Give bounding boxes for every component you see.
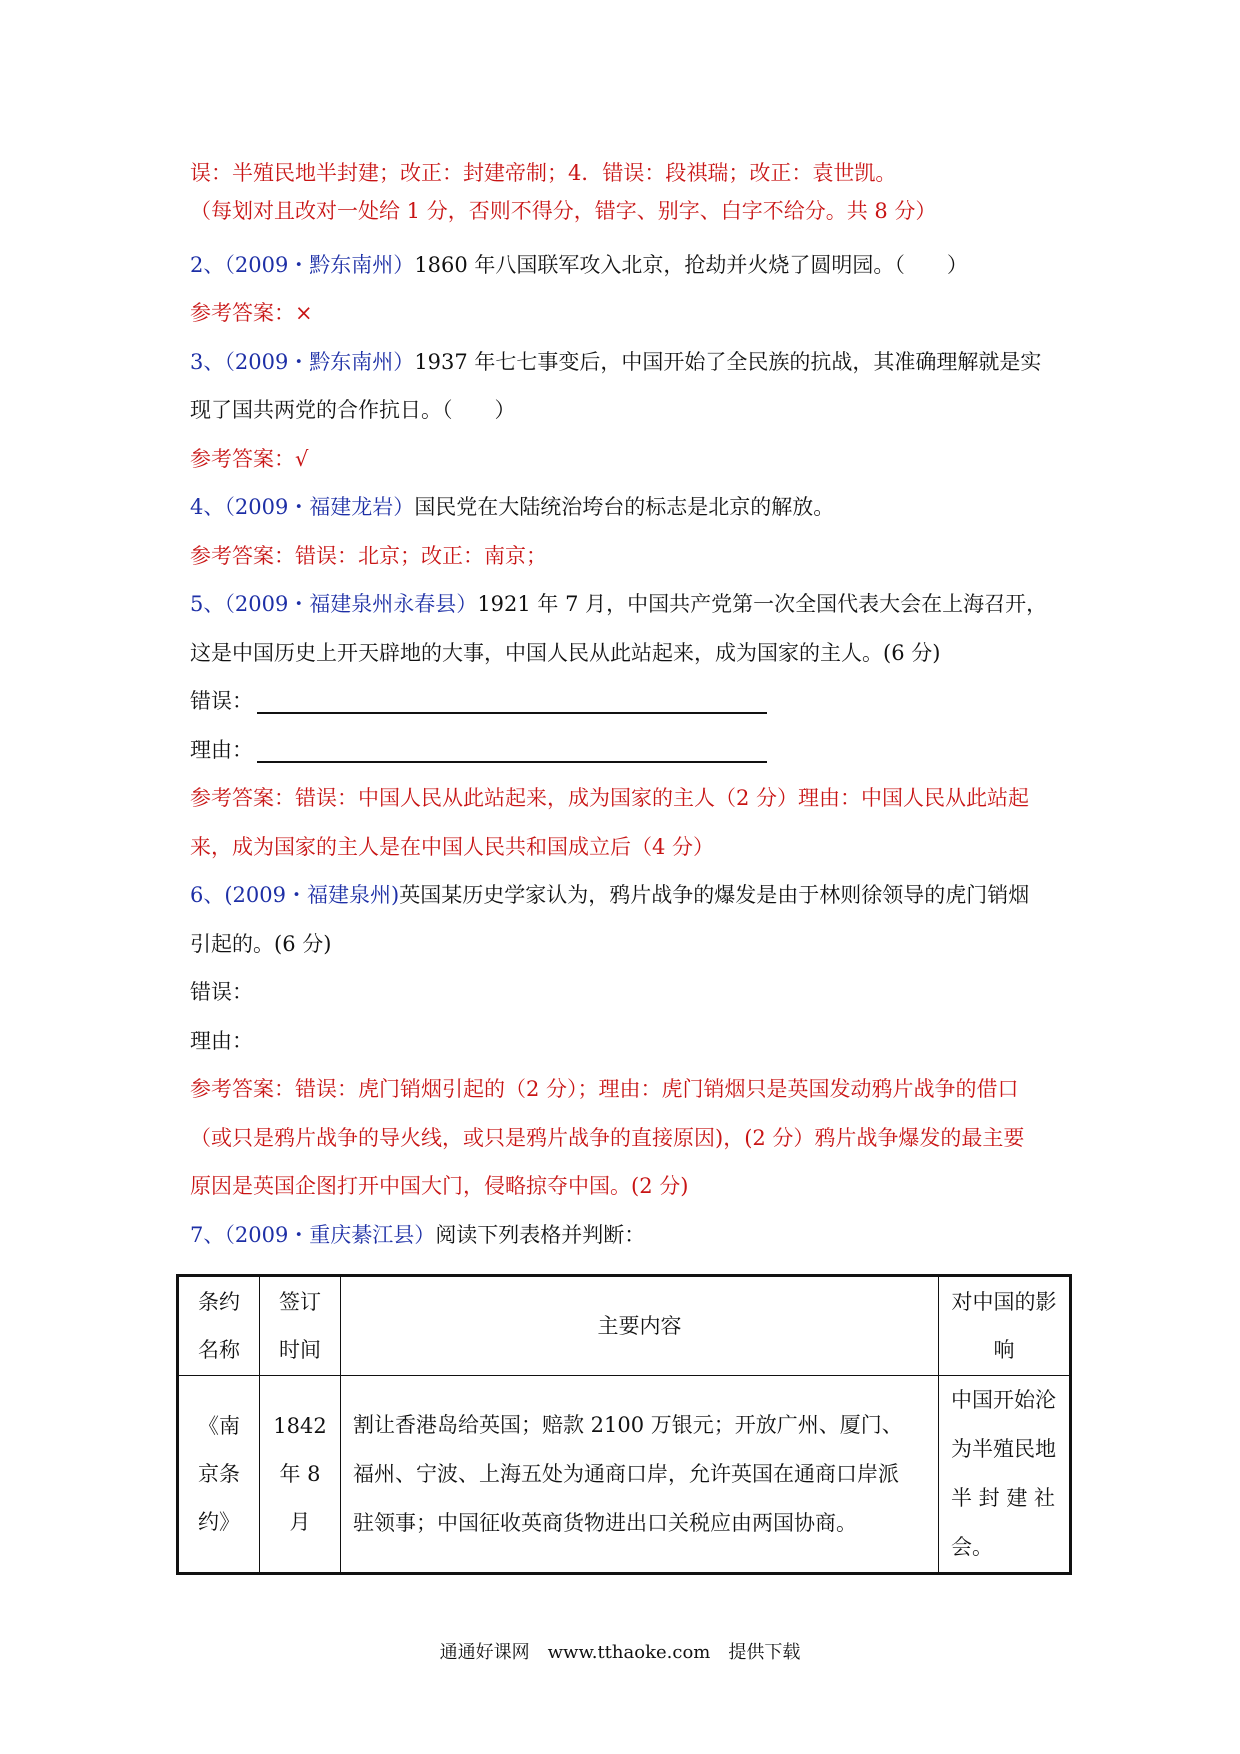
cell-main-content: 割让香港岛给英国；赔款 2100 万银元；开放广州、厦门、 福州、宁波、上海五处为通商口岸，允许英国在通商口岸派 驻领事；中国征收英商货物进出口关税应由两国协商。 bbox=[341, 1376, 939, 1574]
question-5-reason-row bbox=[190, 737, 767, 763]
question-4-source: 4、（2009・福建龙岩） bbox=[190, 495, 415, 519]
question-3-source: 3、（2009・黔东南州） bbox=[190, 350, 415, 374]
question-5-source: 5、（2009・福建泉州永春县） bbox=[190, 592, 478, 616]
question-5-reason-label: 理由： bbox=[190, 738, 253, 762]
question-6-text: 英国某历史学家认为，鸦片战争的爆发是由于林则徐领导的虎门销烟 bbox=[399, 883, 1030, 907]
answer-5-line-1: 参考答案：错误：中国人民从此站起来，成为国家的主人（2 分）理由：中国人民从此站起 bbox=[190, 786, 1030, 810]
question-7-text: 阅读下列表格并判断： bbox=[435, 1223, 646, 1247]
header-impact: 对中国的影 响 bbox=[939, 1276, 1071, 1376]
question-5-text-cont: 这是中国历史上开天辟地的大事，中国人民从此站起来，成为国家的主人。(6 分) bbox=[190, 641, 941, 665]
answer-line-2: （每划对且改对一处给 1 分，否则不得分，错字、别字、白字不给分。共 8 分） bbox=[190, 199, 937, 223]
question-4-text: 国民党在大陆统治垮台的标志是北京的解放。 bbox=[414, 495, 835, 519]
question-5-text: 1921 年 7 月，中国共产党第一次全国代表大会在上海召开， bbox=[477, 592, 1048, 616]
answer-2: 参考答案：× bbox=[190, 301, 313, 325]
question-6-source: 6、(2009・福建泉州) bbox=[190, 883, 400, 907]
table-row bbox=[178, 1376, 1071, 1574]
question-5-error-label: 错误： bbox=[190, 689, 253, 713]
question-6 bbox=[190, 882, 1029, 908]
answer-4: 参考答案：错误：北京；改正：南京； bbox=[190, 544, 547, 568]
question-5-error-blank[interactable] bbox=[257, 694, 767, 714]
header-sign-date: 签订 时间 bbox=[260, 1276, 341, 1376]
answer-6-line-3: 原因是英国企图打开中国大门，侵略掠夺中国。(2 分) bbox=[190, 1174, 689, 1198]
question-6-error-label: 错误： bbox=[190, 980, 253, 1004]
question-5 bbox=[190, 591, 1047, 617]
question-3 bbox=[190, 349, 1041, 375]
question-5-error-row bbox=[190, 688, 767, 714]
question-5-reason-blank[interactable] bbox=[257, 743, 767, 763]
header-treaty-name: 条约 名称 bbox=[178, 1276, 260, 1376]
cell-impact: 中国开始沦 为半殖民地 半 封 建 社 会。 bbox=[939, 1376, 1071, 1574]
question-6-reason-label: 理由： bbox=[190, 1029, 253, 1053]
question-2-source: 2、（2009・黔东南州） bbox=[190, 253, 415, 277]
header-main-content: 主要内容 bbox=[341, 1276, 939, 1376]
question-6-text-cont: 引起的。(6 分) bbox=[190, 932, 332, 956]
cell-sign-date: 1842 年 8 月 bbox=[260, 1376, 341, 1574]
question-2-text: 1860 年八国联军攻入北京，抢劫并火烧了圆明园。（ ） bbox=[414, 253, 968, 277]
answer-6-line-1: 参考答案：错误：虎门销烟引起的（2 分）；理由：虎门销烟只是英国发动鸦片战争的借口 bbox=[190, 1077, 1019, 1101]
cell-treaty-name: 《南 京条 约》 bbox=[178, 1376, 260, 1574]
answer-6-line-2: （或只是鸦片战争的导火线，或只是鸦片战争的直接原因)，(2 分）鸦片战争爆发的最主要 bbox=[190, 1126, 1025, 1150]
question-7 bbox=[190, 1222, 645, 1248]
question-3-text: 1937 年七七事变后，中国开始了全民族的抗战，其准确理解就是实 bbox=[414, 350, 1042, 374]
question-2 bbox=[190, 252, 968, 278]
treaty-table bbox=[176, 1274, 1072, 1575]
table-header-row bbox=[178, 1276, 1071, 1376]
answer-3: 参考答案：√ bbox=[190, 447, 309, 471]
answer-5-line-2: 来，成为国家的主人是在中国人民共和国成立后（4 分） bbox=[190, 835, 715, 859]
answer-line-1: 误：半殖民地半封建；改正：封建帝制；4．错误：段祺瑞；改正：袁世凯。 bbox=[190, 161, 897, 185]
question-7-source: 7、（2009・重庆綦江县） bbox=[190, 1223, 436, 1247]
page-footer: 通通好课网 www.tthaoke.com 提供下载 bbox=[439, 1642, 801, 1663]
question-3-text-cont: 现了国共两党的合作抗日。（ ） bbox=[190, 398, 516, 422]
question-4 bbox=[190, 494, 834, 520]
